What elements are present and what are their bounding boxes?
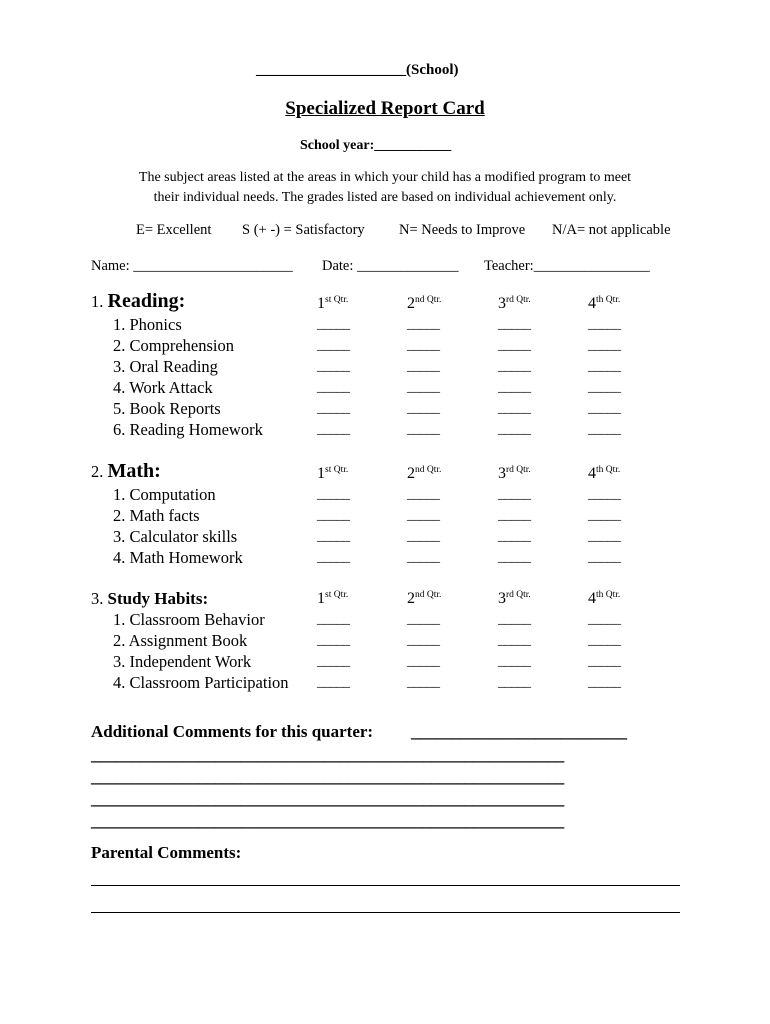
section-title: Study Habits: — [107, 589, 209, 608]
grade-blank: _____ — [317, 380, 350, 395]
grade-blank: _____ — [317, 633, 350, 648]
quarter-number: 4 — [588, 590, 596, 607]
additional-comments-line-2: _________________________________________________________ — [91, 745, 565, 764]
grade-blank: _____ — [317, 317, 350, 332]
grade-blank: _____ — [407, 422, 440, 437]
grade-blank: _____ — [317, 550, 350, 565]
subject-item: 2. Math facts — [113, 506, 200, 525]
quarter-number: 2 — [407, 465, 415, 482]
quarter-number: 3 — [498, 295, 506, 312]
subject-item: 2. Assignment Book — [113, 631, 248, 650]
grade-blank: _____ — [498, 529, 531, 544]
quarter-number: 1 — [317, 295, 325, 312]
grade-blank: _____ — [588, 654, 621, 669]
quarter-header — [588, 590, 620, 608]
subject-item: 4. Classroom Participation — [113, 673, 289, 692]
legend-needs-improve: N= Needs to Improve — [399, 222, 526, 238]
additional-comments-label: Additional Comments for this quarter: — [91, 722, 374, 741]
parental-comments-line-1 — [91, 885, 680, 886]
legend-not-applicable: N/A= not applicable — [552, 222, 671, 238]
quarter-number: 4 — [588, 295, 596, 312]
grade-blank: _____ — [498, 401, 531, 416]
grade-blank: _____ — [588, 422, 621, 437]
grade-blank: _____ — [588, 633, 621, 648]
section-title: Reading: — [107, 290, 186, 312]
quarter-header — [407, 465, 441, 483]
quarter-suffix: st Qtr. — [325, 590, 349, 600]
teacher-field: Teacher:________________ — [484, 258, 650, 274]
grade-blank: _____ — [498, 550, 531, 565]
quarter-suffix: th Qtr. — [596, 295, 621, 305]
additional-comments-line-4: _________________________________________________________ — [91, 789, 565, 808]
grade-blank: _____ — [588, 401, 621, 416]
grade-blank: _____ — [317, 422, 350, 437]
parental-comments-line-2 — [91, 912, 680, 913]
grade-blank: _____ — [317, 675, 350, 690]
section-number: 3. — [91, 589, 104, 608]
grade-blank: _____ — [498, 654, 531, 669]
section-heading — [91, 589, 208, 609]
grade-blank: _____ — [498, 487, 531, 502]
grade-blank: _____ — [498, 675, 531, 690]
school-year-field: School year:___________ — [300, 138, 452, 153]
grade-blank: _____ — [498, 359, 531, 374]
grade-blank: _____ — [588, 359, 621, 374]
grade-blank: _____ — [317, 401, 350, 416]
grade-blank: _____ — [407, 508, 440, 523]
grade-blank: _____ — [498, 380, 531, 395]
quarter-suffix: nd Qtr. — [415, 590, 442, 600]
subject-item: 6. Reading Homework — [113, 420, 263, 439]
quarter-header — [588, 295, 620, 313]
quarter-header — [407, 590, 441, 608]
subject-item: 3. Independent Work — [113, 652, 252, 671]
quarter-suffix: st Qtr. — [325, 465, 349, 475]
name-field: Name: ______________________ — [91, 258, 293, 274]
quarter-header — [498, 465, 531, 483]
subject-item: 1. Classroom Behavior — [113, 610, 265, 629]
grade-blank: _____ — [407, 338, 440, 353]
subject-item: 4. Work Attack — [113, 378, 213, 397]
grade-blank: _____ — [407, 487, 440, 502]
grade-blank: _____ — [498, 633, 531, 648]
quarter-header — [317, 295, 348, 313]
grade-blank: _____ — [407, 529, 440, 544]
section-heading — [91, 290, 185, 313]
grade-blank: _____ — [588, 675, 621, 690]
subject-item: 1. Phonics — [113, 315, 182, 334]
date-field: Date: ______________ — [322, 258, 459, 274]
quarter-number: 1 — [317, 590, 325, 607]
quarter-suffix: th Qtr. — [596, 465, 621, 475]
quarter-suffix: nd Qtr. — [415, 295, 442, 305]
grade-blank: _____ — [407, 359, 440, 374]
grade-blank: _____ — [588, 508, 621, 523]
grade-blank: _____ — [588, 612, 621, 627]
grade-blank: _____ — [498, 422, 531, 437]
subject-item: 5. Book Reports — [113, 399, 221, 418]
grade-blank: _____ — [317, 508, 350, 523]
subject-item: 4. Math Homework — [113, 548, 243, 567]
quarter-suffix: rd Qtr. — [506, 295, 531, 305]
quarter-number: 3 — [498, 465, 506, 482]
subject-item: 1. Computation — [113, 485, 216, 504]
grade-blank: _____ — [407, 317, 440, 332]
quarter-number: 3 — [498, 590, 506, 607]
quarter-number: 2 — [407, 295, 415, 312]
additional-comments-line-1: __________________________ — [411, 722, 627, 741]
quarter-number: 4 — [588, 465, 596, 482]
grade-blank: _____ — [407, 654, 440, 669]
grade-blank: _____ — [407, 675, 440, 690]
grade-blank: _____ — [588, 380, 621, 395]
quarter-header — [317, 590, 348, 608]
quarter-suffix: nd Qtr. — [415, 465, 442, 475]
quarter-suffix: rd Qtr. — [506, 590, 531, 600]
intro-text — [0, 168, 770, 208]
grade-blank: _____ — [588, 338, 621, 353]
quarter-suffix: rd Qtr. — [506, 465, 531, 475]
grade-blank: _____ — [317, 612, 350, 627]
section-number: 1. — [91, 292, 104, 311]
subject-item: 3. Oral Reading — [113, 357, 218, 376]
grade-blank: _____ — [317, 359, 350, 374]
grade-blank: _____ — [407, 612, 440, 627]
additional-comments-line-3: _________________________________________________________ — [91, 767, 565, 786]
section-number: 2. — [91, 462, 104, 481]
grade-blank: _____ — [407, 550, 440, 565]
section-heading — [91, 460, 161, 483]
grade-blank: _____ — [317, 338, 350, 353]
quarter-header — [317, 465, 348, 483]
grade-blank: _____ — [588, 487, 621, 502]
page-title: Specialized Report Card — [285, 98, 485, 119]
grade-blank: _____ — [498, 508, 531, 523]
grade-blank: _____ — [317, 529, 350, 544]
grade-blank: _____ — [317, 487, 350, 502]
grade-blank: _____ — [407, 633, 440, 648]
legend-satisfactory: S (+ -) = Satisfactory — [242, 222, 365, 238]
grade-blank: _____ — [588, 317, 621, 332]
quarter-suffix: th Qtr. — [596, 590, 621, 600]
subject-item: 3. Calculator skills — [113, 527, 238, 546]
legend-excellent: E= Excellent — [136, 222, 212, 238]
quarter-number: 1 — [317, 465, 325, 482]
quarter-header — [407, 295, 441, 313]
intro-line-2: their individual needs. The grades listed are based on individual achievement only. — [153, 190, 617, 205]
grade-blank: _____ — [588, 529, 621, 544]
grade-blank: _____ — [588, 550, 621, 565]
grade-blank: _____ — [498, 338, 531, 353]
additional-comments-line-5: _________________________________________________________ — [91, 811, 565, 830]
subject-item: 2. Comprehension — [113, 336, 234, 355]
grade-blank: _____ — [498, 612, 531, 627]
quarter-header — [588, 465, 620, 483]
intro-line-1: The subject areas listed at the areas in which your child has a modified program to meet — [138, 170, 632, 185]
grade-blank: _____ — [498, 317, 531, 332]
grade-blank: _____ — [407, 401, 440, 416]
parental-comments-label: Parental Comments: — [91, 843, 242, 862]
section-title: Math: — [107, 460, 161, 482]
quarter-number: 2 — [407, 590, 415, 607]
grade-blank: _____ — [317, 654, 350, 669]
quarter-header — [498, 295, 531, 313]
school-name-line: ____________________(School) — [256, 62, 459, 78]
grade-blank: _____ — [407, 380, 440, 395]
quarter-suffix: st Qtr. — [325, 295, 349, 305]
quarter-header — [498, 590, 531, 608]
